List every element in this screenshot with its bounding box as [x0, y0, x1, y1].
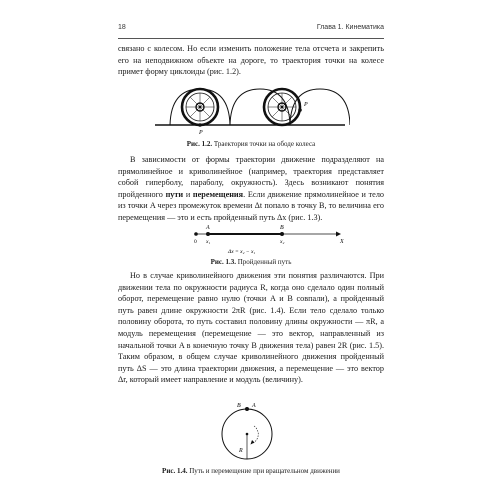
formula-dx: Δx = x₂ − x₁: [228, 249, 256, 255]
figure-caption-text: Пройденный путь: [237, 258, 292, 266]
page-number: 18: [118, 24, 126, 31]
figure-number: Рис. 1.2.: [186, 140, 213, 148]
figure-caption-text: Траектория точки на ободе колеса: [213, 140, 316, 148]
point-b: [280, 232, 284, 236]
wheel: [264, 89, 302, 125]
figure-caption-text: Путь и перемещение при вращательном движении: [189, 467, 340, 475]
label-a: A: [252, 403, 256, 409]
rotation-arrow: [253, 426, 258, 443]
figure-number: Рис. 1.4.: [162, 467, 188, 475]
label-x1: x₁: [206, 239, 211, 245]
paragraph-curvilinear: Но в случае криволинейного движения эти понятия различаются. При движении тела по окружности радиуса R, когда оно сделало один полный оборот, перемещение равно нулю (точки A и B совпали), а пройденный путь равен длине окружности 2πR (рис. 1.4). Если тело сделало только половину оборота, то путь составил половину длины окружности — πR, а модуль перемещения (перемещение — это вектор, направленный из начальной точки A в конечную точку B движения тела) равен 2R (рис. 1.5). Таким образом, в общем случае криволинейного движения пройденный путь ΔS — это длина траектории движения, а перемещение — это вектор Δr, который имеет направление и модуль (величину).: [118, 271, 384, 385]
figure-caption: [118, 467, 384, 476]
point-ab: [245, 407, 249, 411]
origin-point: [194, 232, 198, 236]
figure-circle: [210, 398, 290, 464]
term-path: пути: [165, 189, 184, 199]
paragraph-cycloid: связано с колесом. Но если изменить положение тела отсчета и закрепить его на неподвижном объекте на дороге, то траектория точки на колесе примет форму циклоиды (рис. 1.2).: [118, 44, 384, 77]
label-r: R: [239, 448, 243, 454]
label-b: B: [237, 403, 241, 409]
term-displacement: перемещения: [192, 189, 244, 199]
label-x2: x₂: [280, 239, 285, 245]
point-a: [206, 232, 210, 236]
label-axis-x: X: [340, 239, 344, 245]
paragraph-path-displacement: В зависимости от формы траектории движение подразделяют на прямолинейное и криволинейное (например, траектория представляет собой гиперболу, параболу, окружность). Здесь возникают понятия пройденного пути и перемещения. Если движение прямолинейное и тело из точки A через промежуток времени Δt попало в точку B, то величина его перемещения — это и есть пройденный путь Δx (рис. 1.3).: [118, 155, 384, 222]
rotation-arrowhead: [251, 440, 255, 445]
axis-arrow: [336, 232, 341, 237]
label-b: B: [280, 225, 284, 231]
figure-number: Рис. 1.3.: [210, 258, 236, 266]
point-label-p: P: [304, 102, 308, 108]
figure-caption: [118, 258, 384, 267]
figure-cycloid: [150, 86, 350, 136]
wheel: [182, 89, 218, 127]
label-a: A: [206, 225, 210, 231]
figure-number-line: [190, 222, 350, 258]
chapter-title: Глава 1. Кинематика: [316, 24, 384, 31]
page-header: [118, 24, 384, 39]
figure-caption: [118, 140, 384, 149]
point-label-p: P: [199, 130, 203, 136]
label-zero: 0: [194, 239, 197, 245]
